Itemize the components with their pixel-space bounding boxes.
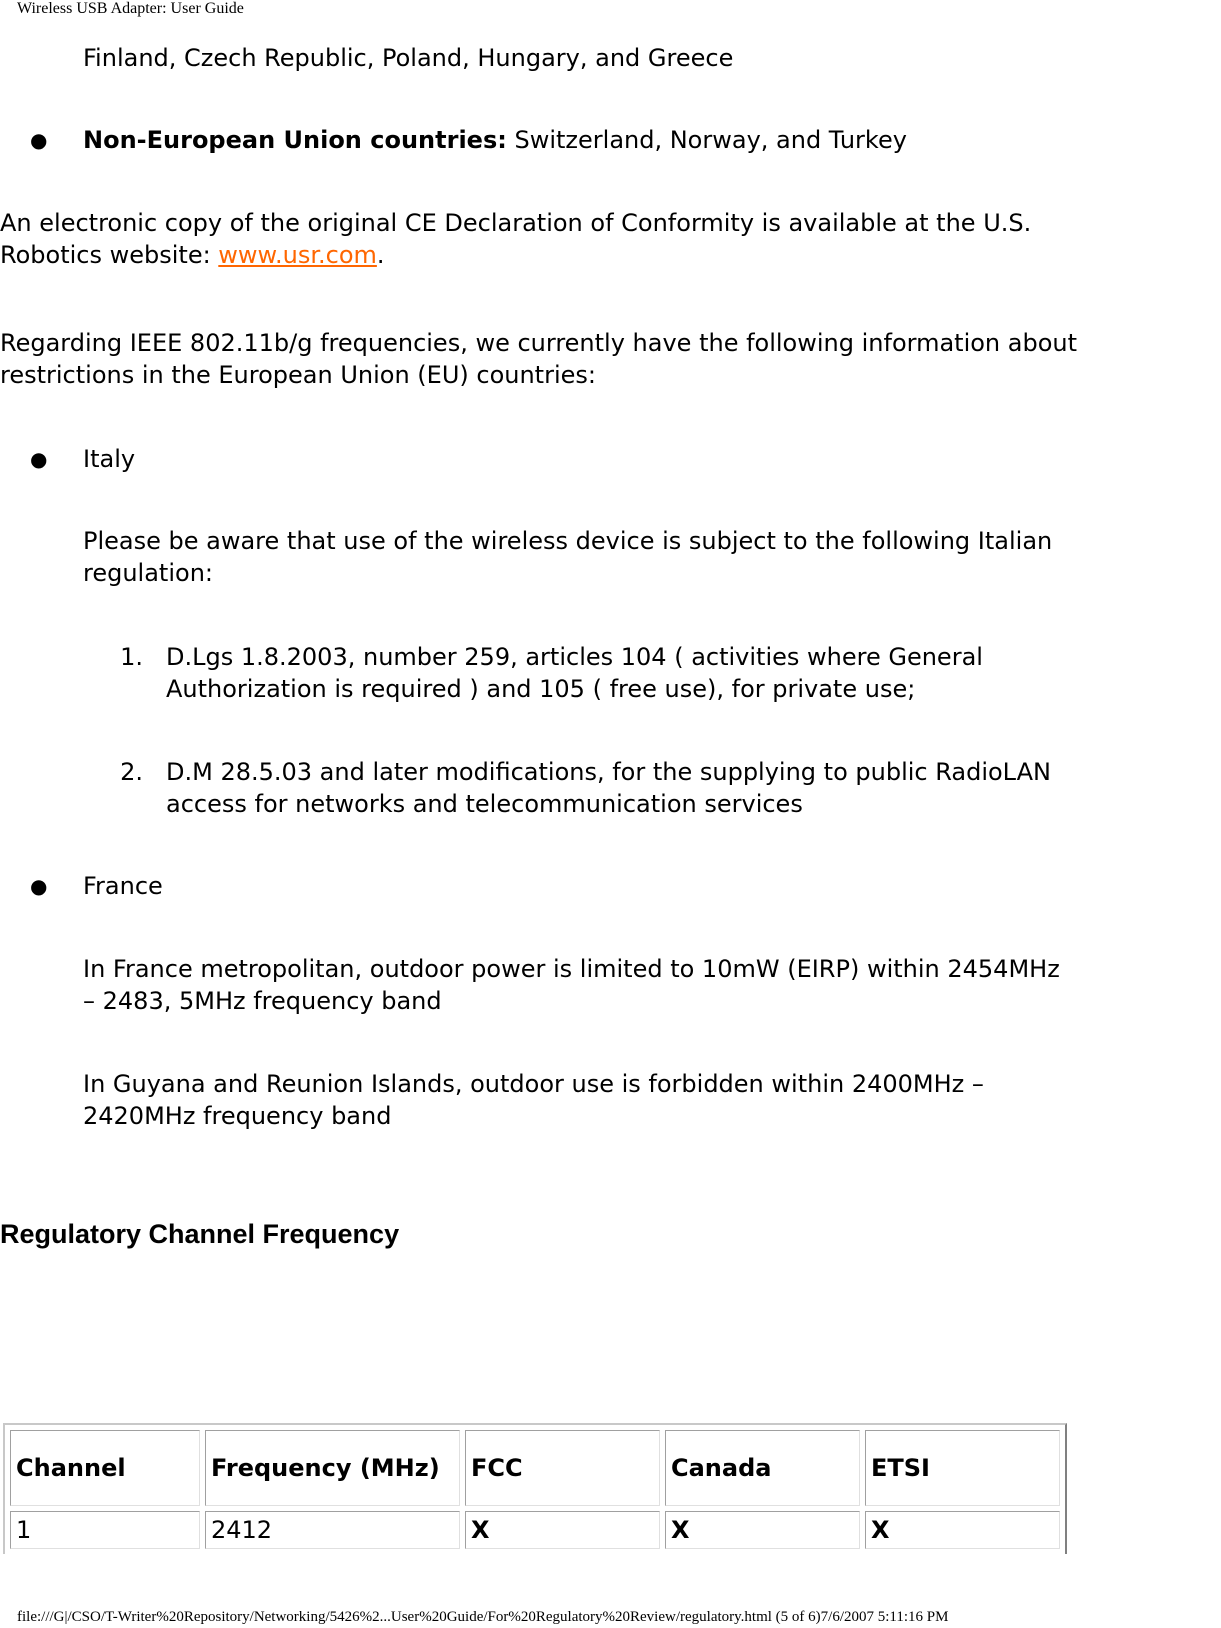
table-row <box>10 1511 1060 1549</box>
italy-intro-line1: Please be aware that use of the wireless device is subject to the following Italian <box>83 527 1053 555</box>
page-header: Wireless USB Adapter: User Guide <box>17 0 244 17</box>
italy-item-1-line1: D.Lgs 1.8.2003, number 259, articles 104 ( activities where General <box>166 643 983 671</box>
header-fcc: FCC <box>465 1430 660 1506</box>
table-header-row <box>10 1430 1060 1506</box>
ieee-intro-line1: Regarding IEEE 802.11b/g frequencies, we currently have the following information about <box>0 329 1077 357</box>
ce-declaration-line1: An electronic copy of the original CE Declaration of Conformity is available at the U.S. <box>0 209 1032 237</box>
italy-intro-line2: regulation: <box>83 559 213 587</box>
italy-item-2-line1: D.M 28.5.03 and later modifications, for the supplying to public RadioLAN <box>166 758 1051 786</box>
bullet-france: ● <box>30 874 48 898</box>
cell-fcc: X <box>465 1511 660 1549</box>
italy-item-1-number: 1. <box>120 643 143 671</box>
france-p1-line1: In France metropolitan, outdoor power is limited to 10mW (EIRP) within 2454MHz <box>83 955 1060 983</box>
italy-item-2-line2: access for networks and telecommunication services <box>166 790 803 818</box>
ce-declaration-prefix: Robotics website: <box>0 241 219 269</box>
eu-countries-continuation: Finland, Czech Republic, Poland, Hungary, and Greece <box>83 44 734 72</box>
header-channel: Channel <box>10 1430 200 1506</box>
bullet-non-eu: ● <box>30 128 48 152</box>
non-eu-text: Switzerland, Norway, and Turkey <box>506 126 907 154</box>
france-p1-line2: – 2483, 5MHz frequency band <box>83 987 442 1015</box>
italy-title: Italy <box>83 445 136 473</box>
header-frequency: Frequency (MHz) <box>205 1430 460 1506</box>
italy-item-1-line2: Authorization is required ) and 105 ( free use), for private use; <box>166 675 916 703</box>
france-p2-line2: 2420MHz frequency band <box>83 1102 392 1130</box>
section-heading: Regulatory Channel Frequency <box>0 1219 400 1249</box>
ce-declaration-line2 <box>0 239 385 271</box>
page-footer: file:///G|/CSO/T-Writer%20Repository/Networking/5426%2...User%20Guide/For%20Regulatory%20Review/regulatory.html (5 of 6)7/6/2007 5:11:16 PM <box>17 1609 949 1625</box>
ce-declaration-suffix: . <box>376 241 385 269</box>
france-title: France <box>83 872 163 900</box>
cell-etsi: X <box>865 1511 1060 1549</box>
cell-channel: 1 <box>10 1511 200 1549</box>
cell-canada: X <box>665 1511 860 1549</box>
channel-frequency-table <box>3 1423 1067 1554</box>
non-eu-label: Non-European Union countries: <box>83 126 507 154</box>
non-eu-countries <box>83 124 907 156</box>
header-etsi: ETSI <box>865 1430 1060 1506</box>
usr-website-link[interactable]: www.usr.com <box>218 241 377 269</box>
header-canada: Canada <box>665 1430 860 1506</box>
france-p2-line1: In Guyana and Reunion Islands, outdoor use is forbidden within 2400MHz – <box>83 1070 984 1098</box>
italy-item-2-number: 2. <box>120 758 143 786</box>
ieee-intro-line2: restrictions in the European Union (EU) countries: <box>0 361 596 389</box>
bullet-italy: ● <box>30 447 48 471</box>
cell-frequency: 2412 <box>205 1511 460 1549</box>
